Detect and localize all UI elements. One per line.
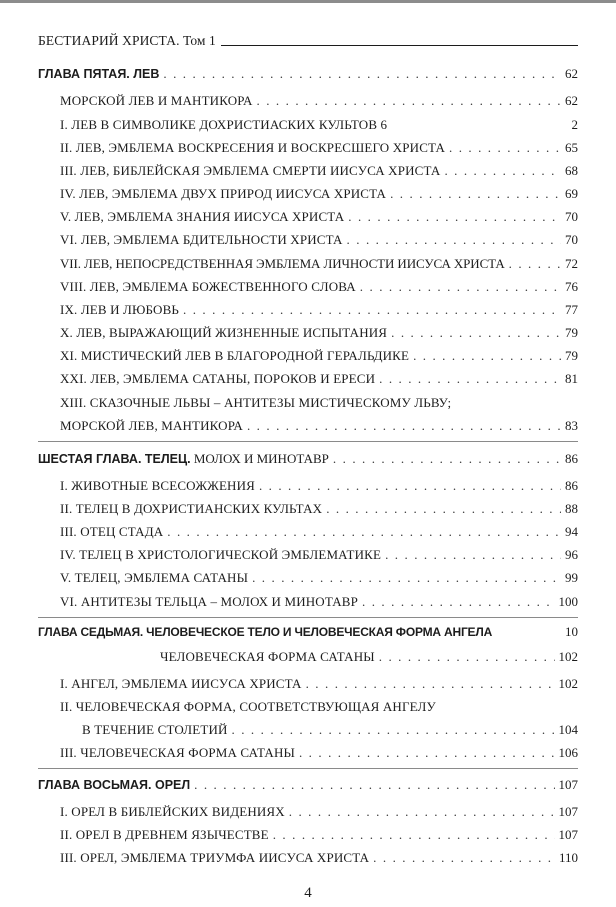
toc-entry[interactable] bbox=[60, 698, 578, 716]
dot-leader bbox=[306, 675, 555, 693]
toc-entry[interactable] bbox=[60, 477, 578, 495]
toc-entry-page: 2 bbox=[571, 117, 578, 132]
toc-entry-title: IV. ТЕЛЕЦ В ХРИСТОЛОГИЧЕСКОЙ ЭМБЛЕМАТИКЕ bbox=[60, 547, 382, 562]
toc-entry[interactable] bbox=[60, 370, 578, 388]
dot-leader bbox=[449, 139, 561, 157]
toc-entry-title: II. ОРЕЛ В ДРЕВНЕМ ЯЗЫЧЕСТВЕ bbox=[60, 827, 269, 842]
toc-entry-title: VI. ЛЕВ, ЭМБЛЕМА БДИТЕЛЬНОСТИ ХРИСТА bbox=[60, 232, 343, 247]
section-divider bbox=[38, 768, 578, 769]
toc-entry[interactable] bbox=[60, 417, 578, 435]
dot-leader bbox=[362, 593, 554, 611]
toc-entry-title: I. ЛЕВ В СИМВОЛИКЕ ДОХРИСТИАСКИХ КУЛЬТОВ 6 bbox=[60, 117, 388, 132]
toc-entry-page: 79 bbox=[565, 325, 578, 340]
toc-entry[interactable] bbox=[60, 278, 578, 296]
dot-leader bbox=[326, 500, 561, 518]
dot-leader bbox=[289, 803, 555, 821]
toc-entry[interactable] bbox=[60, 569, 578, 587]
dot-leader bbox=[299, 744, 555, 762]
toc-entry-page: 68 bbox=[565, 163, 578, 178]
toc-entry-title: I. ОРЕЛ В БИБЛЕЙСКИХ ВИДЕНИЯХ bbox=[60, 804, 285, 819]
toc-entry[interactable] bbox=[60, 394, 578, 412]
toc-entry[interactable] bbox=[60, 744, 578, 762]
toc-entry-page: 10 bbox=[565, 624, 578, 639]
toc-entry-title: VI. АНТИТЕЗЫ ТЕЛЬЦА – МОЛОХ И МИНОТАВР bbox=[60, 594, 359, 609]
toc-entry[interactable] bbox=[60, 92, 578, 110]
toc-entry[interactable] bbox=[60, 849, 578, 867]
toc-entry-page: 99 bbox=[565, 570, 578, 585]
dot-leader bbox=[259, 477, 561, 495]
toc-entry-page: 106 bbox=[558, 745, 578, 760]
toc-entry-page: 83 bbox=[565, 418, 578, 433]
toc-entry-page: 100 bbox=[558, 594, 578, 609]
toc-entry-title: МОРСКОЙ ЛЕВ И МАНТИКОРА bbox=[60, 93, 253, 108]
toc-entry-title: I. АНГЕЛ, ЭМБЛЕМА ИИСУСА ХРИСТА bbox=[60, 676, 302, 691]
toc-entry-page: 86 bbox=[565, 478, 578, 493]
toc-entry-chapter-7[interactable] bbox=[38, 623, 578, 641]
toc-entry-page: 104 bbox=[558, 722, 578, 737]
toc-entry-page: 102 bbox=[558, 649, 578, 664]
dot-leader bbox=[379, 648, 555, 666]
toc-entry-page: 86 bbox=[565, 451, 578, 466]
toc-entry-title: XI. МИСТИЧЕСКИЙ ЛЕВ В БЛАГОРОДНОЙ ГЕРАЛЬДИКЕ bbox=[60, 348, 410, 363]
dot-leader bbox=[348, 208, 561, 226]
page-number: 4 bbox=[304, 885, 312, 901]
toc-entry-title: МОРСКОЙ ЛЕВ, МАНТИКОРА bbox=[60, 418, 243, 433]
dot-leader bbox=[360, 278, 561, 296]
toc-entry-page: 107 bbox=[558, 804, 578, 819]
dot-leader bbox=[333, 450, 561, 468]
toc-entry-page: 65 bbox=[565, 140, 578, 155]
toc-entry-title: III. ОРЕЛ, ЭМБЛЕМА ТРИУМФА ИИСУСА ХРИСТА bbox=[60, 850, 370, 865]
toc-entry[interactable] bbox=[60, 116, 578, 134]
dot-leader bbox=[509, 255, 561, 273]
toc-entry-title: XIII. СКАЗОЧНЫЕ ЛЬВЫ – АНТИТЕЗЫ МИСТИЧЕСКОМУ ЛЬВУ; bbox=[60, 395, 452, 410]
toc-entry[interactable] bbox=[60, 593, 578, 611]
dot-leader bbox=[232, 721, 555, 739]
toc-entry-page: 107 bbox=[558, 777, 578, 792]
dot-leader bbox=[373, 849, 555, 867]
toc-entry-chapter-6[interactable] bbox=[38, 450, 578, 468]
toc-entry[interactable] bbox=[60, 301, 578, 319]
toc-entry-title: ГЛАВА ПЯТАЯ. ЛЕВ bbox=[38, 67, 160, 81]
dot-leader bbox=[379, 370, 561, 388]
running-header-title: БЕСТИАРИЙ ХРИСТА. Том 1 bbox=[38, 33, 216, 48]
toc-entry-title: III. ОТЕЦ СТАДА bbox=[60, 524, 164, 539]
toc-entry[interactable] bbox=[60, 185, 578, 203]
toc-entry-title: II. ЛЕВ, ЭМБЛЕМА ВОСКРЕСЕНИЯ И ВОСКРЕСШЕГО ХРИСТА bbox=[60, 140, 445, 155]
toc-entry-title: ГЛАВА ВОСЬМАЯ. ОРЕЛ bbox=[38, 778, 191, 792]
toc-entry-page: 88 bbox=[565, 501, 578, 516]
toc-entry-page: 77 bbox=[565, 302, 578, 317]
toc-entry-title: III. ЛЕВ, БИБЛЕЙСКАЯ ЭМБЛЕМА СМЕРТИ ИИСУСА ХРИСТА bbox=[60, 163, 441, 178]
section-divider bbox=[38, 617, 578, 618]
toc-entry-page: 102 bbox=[558, 676, 578, 691]
toc-entry[interactable] bbox=[60, 803, 578, 821]
dot-leader bbox=[413, 347, 561, 365]
toc-entry-title: V. ТЕЛЕЦ, ЭМБЛЕМА САТАНЫ bbox=[60, 570, 249, 585]
toc-entry-chapter-5[interactable] bbox=[38, 65, 578, 83]
dot-leader bbox=[167, 523, 561, 541]
toc-entry-title: XXI. ЛЕВ, ЭМБЛЕМА САТАНЫ, ПОРОКОВ И ЕРЕСИ bbox=[60, 371, 376, 386]
toc-entry-title: В ТЕЧЕНИЕ СТОЛЕТИЙ bbox=[82, 722, 228, 737]
toc-entry-title: III. ЧЕЛОВЕЧЕСКАЯ ФОРМА САТАНЫ bbox=[60, 745, 295, 760]
toc-entry-title: IV. ЛЕВ, ЭМБЛЕМА ДВУХ ПРИРОД ИИСУСА ХРИСТА bbox=[60, 186, 387, 201]
toc-entry[interactable] bbox=[60, 324, 578, 342]
toc-entry-page: 62 bbox=[565, 66, 578, 81]
toc-entry[interactable] bbox=[60, 546, 578, 564]
toc-entry-title bbox=[38, 450, 329, 468]
toc-entry-page: 79 bbox=[565, 348, 578, 363]
toc-entry-title: VII. ЛЕВ, НЕПОСРЕДСТВЕННАЯ ЭМБЛЕМА ЛИЧНОСТИ ИИСУСА ХРИСТА bbox=[60, 256, 505, 271]
dot-leader bbox=[444, 162, 561, 180]
toc-entry-page: 62 bbox=[565, 93, 578, 108]
toc-entry-page: 70 bbox=[565, 232, 578, 247]
toc-entry[interactable] bbox=[60, 255, 578, 273]
toc-entry[interactable] bbox=[60, 523, 578, 541]
dot-leader bbox=[247, 417, 561, 435]
dot-leader bbox=[391, 324, 561, 342]
toc-entry-page: 69 bbox=[565, 186, 578, 201]
toc-entry-page: 94 bbox=[565, 524, 578, 539]
toc-entry-page: 96 bbox=[565, 547, 578, 562]
toc-entry-page: 110 bbox=[558, 850, 578, 865]
dot-leader bbox=[257, 92, 561, 110]
toc-entry[interactable] bbox=[60, 500, 578, 518]
toc-entry-title: II. ТЕЛЕЦ В ДОХРИСТИАНСКИХ КУЛЬТАХ bbox=[60, 501, 323, 516]
toc-entry-page: 72 bbox=[565, 256, 578, 271]
toc-entry-chapter-8[interactable] bbox=[38, 776, 578, 794]
toc-entry[interactable] bbox=[60, 231, 578, 249]
toc-entry-title: II. ЧЕЛОВЕЧЕСКАЯ ФОРМА, СООТВЕТСТВУЮЩАЯ АНГЕЛУ bbox=[60, 699, 436, 714]
toc-entry[interactable] bbox=[60, 826, 578, 844]
toc-entry[interactable] bbox=[60, 139, 578, 157]
dot-leader bbox=[385, 546, 561, 564]
toc-entry-page: 107 bbox=[558, 827, 578, 842]
toc-entry[interactable] bbox=[160, 648, 578, 666]
toc-entry-title: ГЛАВА СЕДЬМАЯ. ЧЕЛОВЕЧЕСКОЕ ТЕЛО И ЧЕЛОВЕЧЕСКАЯ ФОРМА АНГЕЛА bbox=[38, 625, 493, 639]
dot-leader bbox=[347, 231, 561, 249]
dot-leader bbox=[273, 826, 555, 844]
toc-entry-page: 76 bbox=[565, 279, 578, 294]
toc-entry[interactable] bbox=[60, 208, 578, 226]
chapter-6-bold: ШЕСТАЯ ГЛАВА. ТЕЛЕЦ. bbox=[38, 452, 191, 466]
dot-leader bbox=[163, 65, 561, 83]
dot-leader bbox=[194, 776, 554, 794]
toc-entry[interactable] bbox=[60, 675, 578, 693]
toc-entry-title: ЧЕЛОВЕЧЕСКАЯ ФОРМА САТАНЫ bbox=[160, 649, 375, 664]
toc-entry[interactable] bbox=[82, 721, 578, 739]
dot-leader bbox=[252, 569, 561, 587]
dot-leader bbox=[183, 301, 561, 319]
chapter-6-subtitle: МОЛОХ И МИНОТАВР bbox=[190, 451, 329, 466]
dot-leader bbox=[390, 185, 561, 203]
toc-entry-title: VIII. ЛЕВ, ЭМБЛЕМА БОЖЕСТВЕННОГО СЛОВА bbox=[60, 279, 356, 294]
toc-entry-page: 81 bbox=[565, 371, 578, 386]
toc-entry-title: V. ЛЕВ, ЭМБЛЕМА ЗНАНИЯ ИИСУСА ХРИСТА bbox=[60, 209, 345, 224]
toc-entry-page: 70 bbox=[565, 209, 578, 224]
toc-entry[interactable] bbox=[60, 347, 578, 365]
toc-entry-title: X. ЛЕВ, ВЫРАЖАЮЩИЙ ЖИЗНЕННЫЕ ИСПЫТАНИЯ bbox=[60, 325, 388, 340]
toc-entry[interactable] bbox=[60, 162, 578, 180]
toc-entry-title: I. ЖИВОТНЫЕ ВСЕСОЖЖЕНИЯ bbox=[60, 478, 255, 493]
section-divider bbox=[38, 441, 578, 442]
toc-entry-title: IX. ЛЕВ И ЛЮБОВЬ bbox=[60, 302, 180, 317]
